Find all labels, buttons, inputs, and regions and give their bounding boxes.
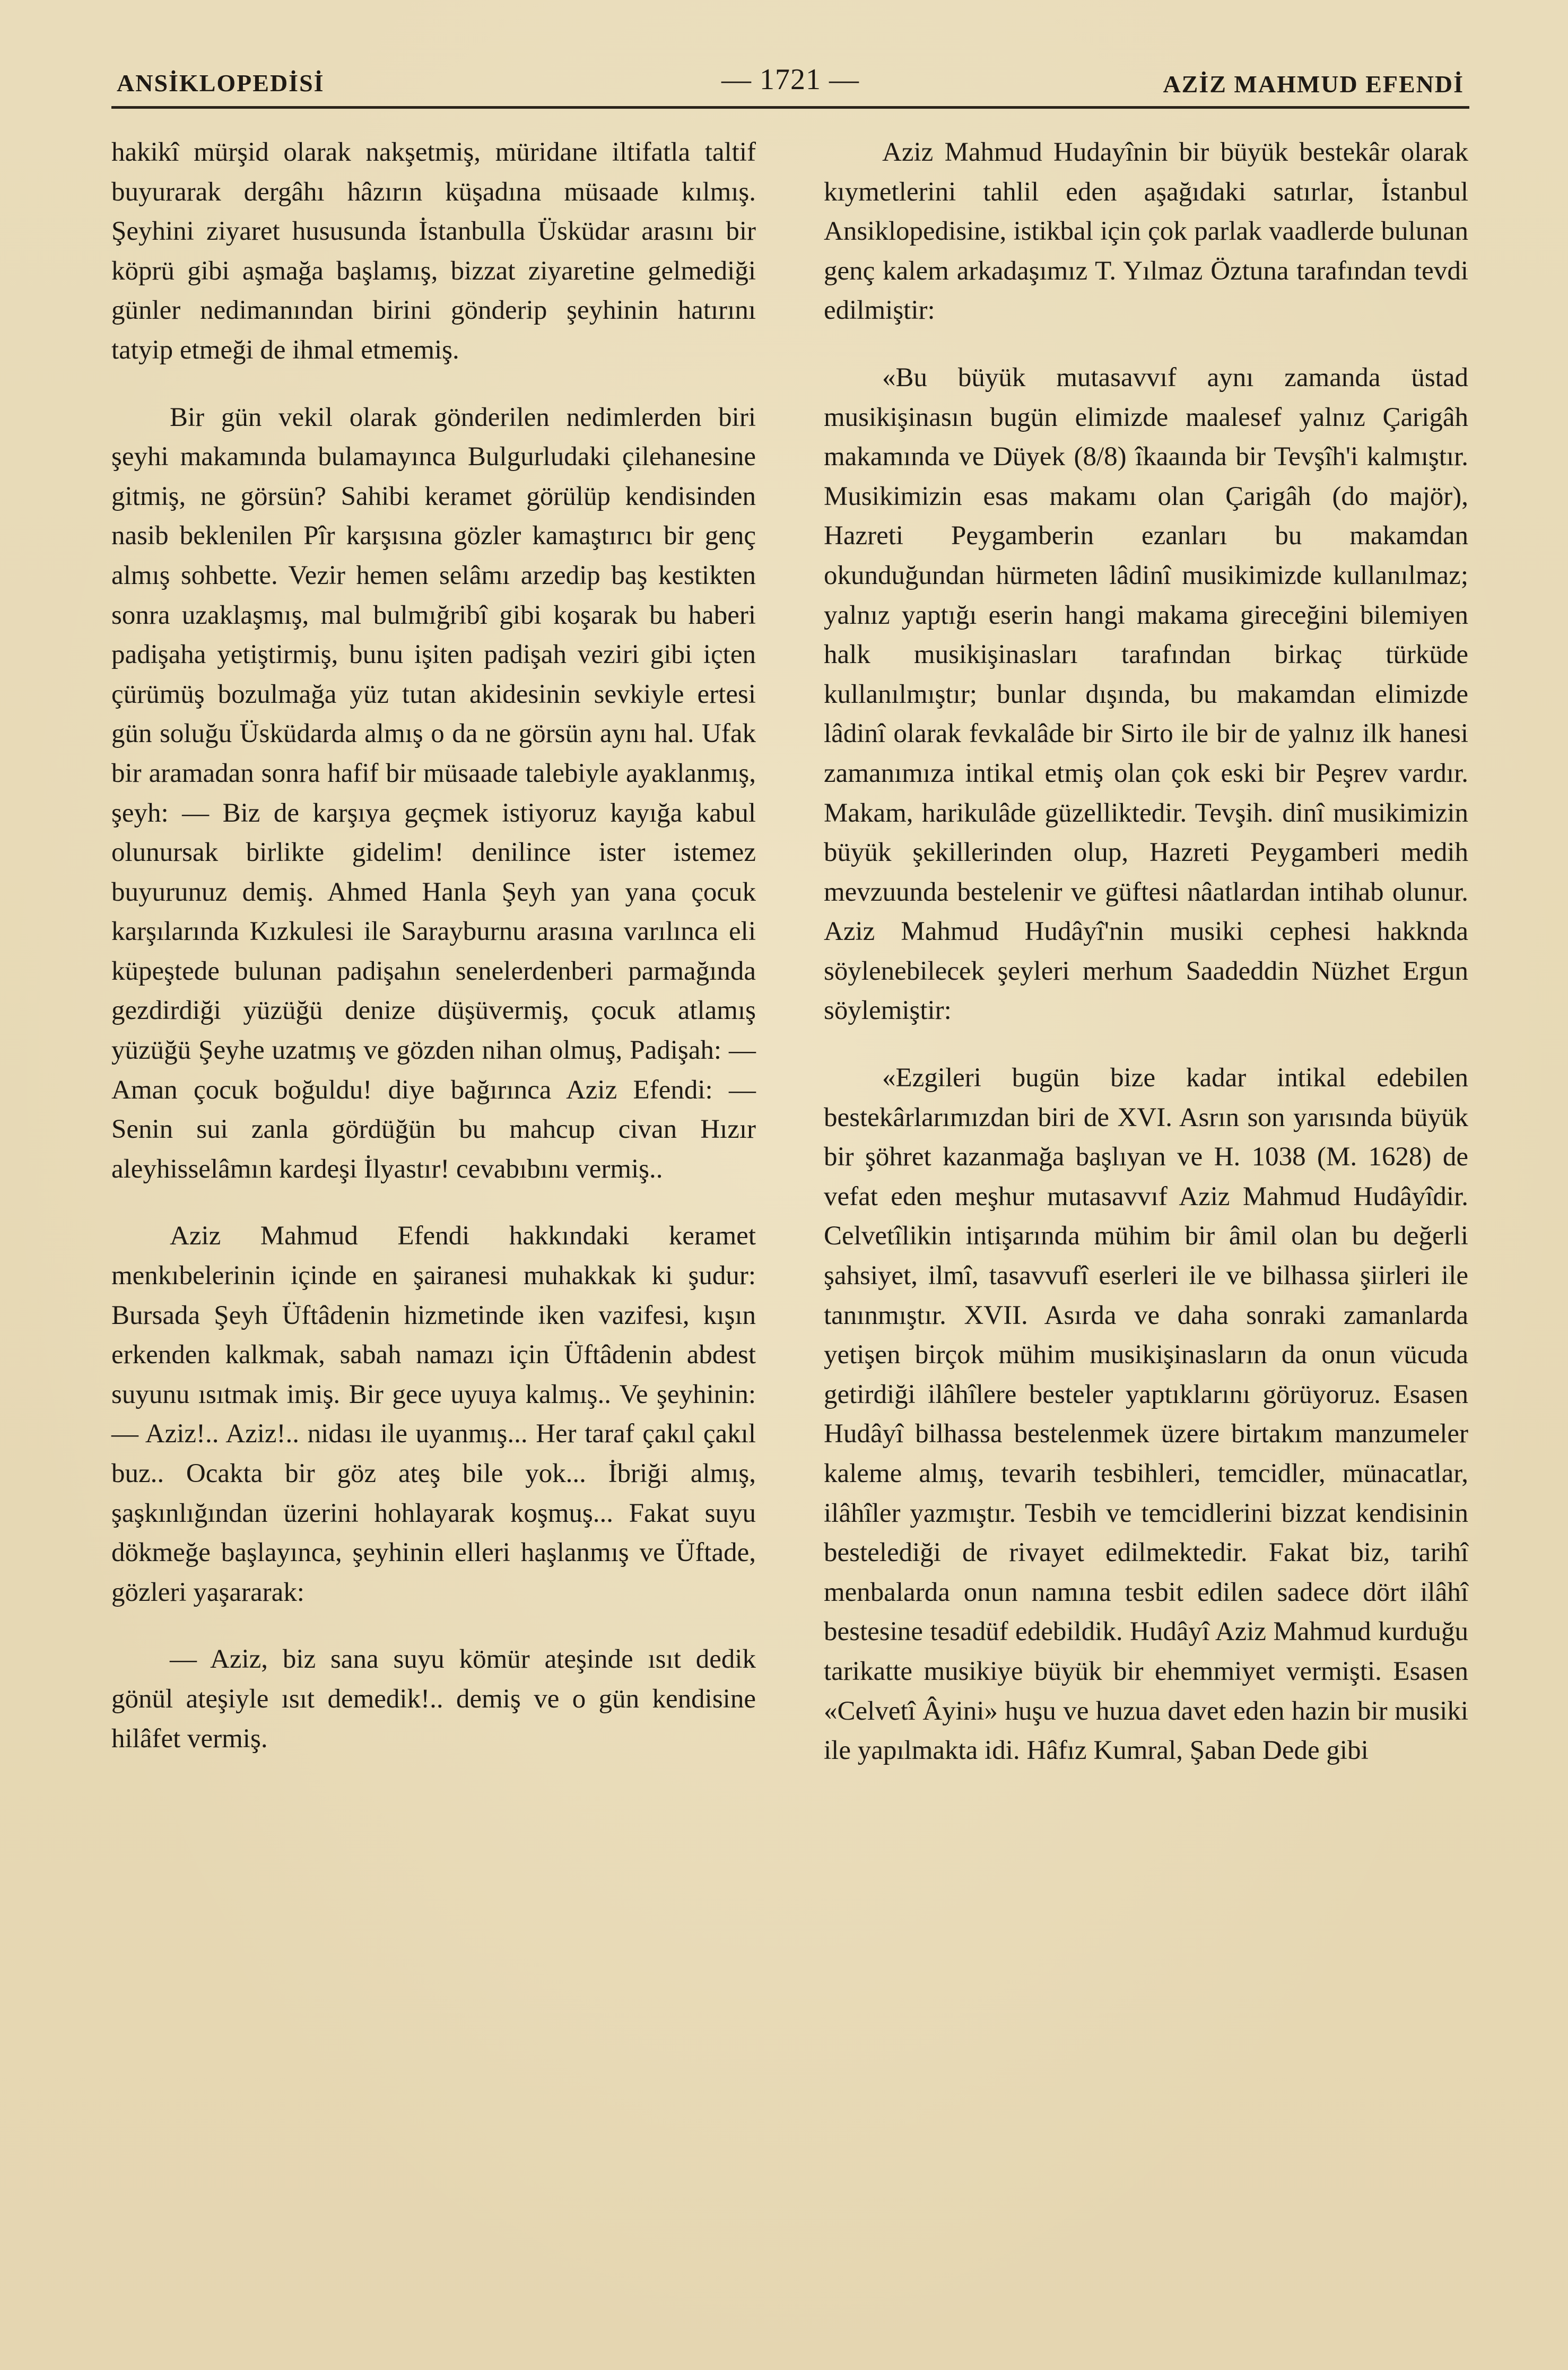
page-number: — 1721 — xyxy=(721,63,859,96)
page-header xyxy=(111,63,1469,105)
paragraph: «Ezgileri bugün bize kadar intikal edebilen bestekârlarımızdan biri de XVI. Asrın son yarısında büyük bir şöhret kazanmağa başlıyan ve H. 1038 (M. 1628) de vefat eden meşhur mutasavvıf Aziz Mahmud Hudâyîdir. Celvetîlikin intişarında mühim bir âmil olan bu değerli şahsiyet, ilmî, tasavvufî eserleri ile ve bilhassa şiirleri ile tanınmıştır. XVII. Asırda ve daha sonraki zamanlarda yetişen birçok mühim musikişinasların da onun vücuda getirdiği ilâhîlere besteler yaptıklarını görüyoruz. Esasen Hudâyî bilhassa bestelenmek üzere birtakım manzumeler kaleme almış, tevarih tesbihleri, temcidler, münacatlar, ilâhîler yazmıştır. Tesbih ve temcidlerini bizzat kendisinin bestelediği de rivayet edilmektedir. Fakat biz, tarihî menbalarda onun namına tesbit edilen sadece dört ilâhî bestesine tesadüf edebildik. Hudâyî Aziz Mahmud kurduğu tarikatte musikiye büyük bir ehemmiyet vermişti. Esasen «Celvetî Âyini» huşu ve huzua davet eden hazin bir musiki ile yapılmakta idi. Hâfız Kumral, Şaban Dede gibi xyxy=(824,1063,1468,1766)
paragraph: Aziz Mahmud Hudayînin bir büyük bestekâr olarak kıymetlerini tahlil eden aşağıdaki satırlar, İstanbul Ansiklopedisine, istikbal için çok parlak vaadlerde bulunan genç kalem arkadaşımız T. Yılmaz Öztuna tarafından tevdi edilmiştir: xyxy=(824,137,1468,326)
paragraph: Bir gün vekil olarak gönderilen nedimlerden biri şeyhi makamında bulamayınca Bulgurludaki çilehanesine gitmiş, ne görsün? Sahibi keramet görülüp kendisinden nasib beklenilen Pîr karşısına gözler kamaştırıcı bir genç almış sohbette. Vezir hemen selâmı arzedip baş kestikten sonra uzaklaşmış, mal bulmığribî gibi koşarak bu haberi padişaha yetiştirmiş, bunu işiten padişah veziri gibi içten çürümüş bozulmağa yüz tutan akidesinin sevkiyle ertesi gün soluğu Üsküdarda almış o da ne görsün aynı hal. Ufak bir aramadan sonra hafif bir müsaade talebiyle ayaklanmış, şeyh: — Biz de karşıya geçmek istiyoruz kayığa kabul olunursak birlikte gidelim! denilince ister istemez buyurunuz demiş. Ahmed Hanla Şeyh yan yana çocuk karşılarında Kızkulesi ile Sarayburnu arasına varılınca eli küpeştede bulunan padişahın senelerdenberi parmağında gezdirdiği yüzüğü denize düşüvermiş, çocuk atlamış yüzüğü Şeyhe uzatmış ve gözden nihan olmuş, Padişah: — Aman çocuk boğuldu! diye bağırınca Aziz Efendi: — Senin sui zanla gördüğün bu mahcup civan Hızır aleyhisselâmın kardeşi İlyastır! cevabıbını vermiş.. xyxy=(111,402,756,1184)
paragraph: — Aziz, biz sana suyu kömür ateşinde ısıt dedik gönül ateşiyle ısıt demedik!.. demiş ve o gün kendisine hilâfet vermiş. xyxy=(111,1644,756,1754)
running-head-right: AZİZ MAHMUD EFENDİ xyxy=(1163,71,1464,98)
header-rule xyxy=(111,106,1469,109)
paragraph: hakikî mürşid olarak nakşetmiş, müridane iltifatla taltif buyurarak dergâhı hâzırın küşadına müsaade kılmış. Şeyhini ziyaret hususunda İstanbulla Üsküdar arasını bir köprü gibi aşmağa başlamış, bizzat ziyaretine gelmediği günler nedimanından birini gönderip şeyhinin hatırını tatyip etmeği de ihmal etmemiş. xyxy=(111,137,756,365)
running-head-left: ANSİKLOPEDİSİ xyxy=(117,69,325,97)
paragraph: «Bu büyük mutasavvıf aynı zamanda üstad musikişinasın bugün elimizde maalesef yalnız Çarigâh makamında ve Düyek (8/8) îkaaında bir Tevşîh'i kalmıştır. Musikimizin esas makamı olan Çarigâh (do majör), Hazreti Peygamberin ezanları bu makamdan okunduğundan hürmeten lâdinî musikimizde kullanılmaz; yalnız yaptığı eserin hangi makama gireceğini bilemiyen halk musikişinasları tarafından birkaç türküde kullanılmıştır; bunlar dışında, bu makamdan elimizde lâdinî olarak fevkalâde bir Sirto ile bir de yalnız ilk hanesi zamanımıza intikal etmiş olan çok eski bir Peşrev vardır. Makam, harikulâde güzelliktedir. Tevşih. dinî musikimizin büyük şekillerinden olup, Hazreti Peygamberi medih mevzuunda bestelenir ve güftesi nâatlardan intihab olunur. Aziz Mahmud Hudâyî'nin musiki cephesi hakknda söylenebilecek şeyleri merhum Saadeddin Nüzhet Ergun söylemiştir: xyxy=(824,362,1468,1026)
paragraph: Aziz Mahmud Efendi hakkındaki keramet menkıbelerinin içinde en şairanesi muhakkak ki şudur: Bursada Şeyh Üftâdenin hizmetinde iken vazifesi, kışın erkenden kalkmak, sabah namazı için Üftâdenin abdest suyunu ısıtmak imiş. Bir gece uyuya kalmış.. Ve şeyhinin: — Aziz!.. Aziz!.. nidası ile uyanmış... Her taraf çakıl çakıl buz.. Ocakta bir göz ateş bile yok... İbriği almış, şaşkınlığından üzerini hohlayarak koşmuş... Fakat suyu dökmeğe başlayınca, şeyhinin elleri haşlanmış ve Üftade, gözleri yaşararak: xyxy=(111,1221,756,1607)
left-column xyxy=(111,133,756,1758)
right-column xyxy=(824,133,1468,1771)
